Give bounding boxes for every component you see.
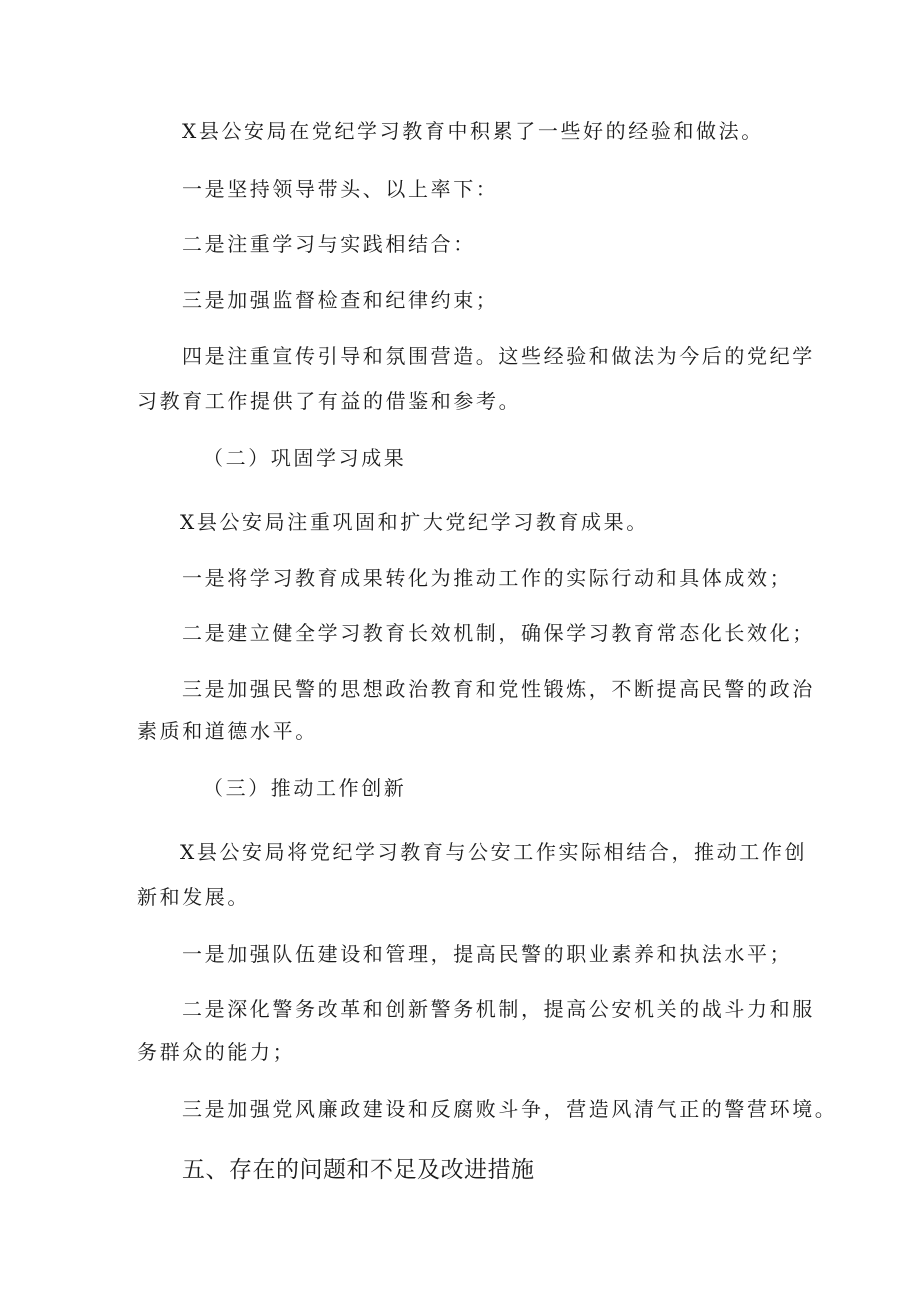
paragraph-line: 三是加强党风廉政建设和反腐败斗争，营造风清气正的警营环境。 xyxy=(182,1097,838,1121)
paragraph-line: 一是加强队伍建设和管理，提高民警的职业素养和执法水平； xyxy=(182,942,793,966)
subsection-heading: （二）巩固学习成果 xyxy=(203,446,407,470)
paragraph-line: 四是注重宣传引导和氛围营造。这些经验和做法为今后的党纪学 xyxy=(182,344,815,368)
paragraph-line: X县公安局将党纪学习教育与公安工作实际相结合，推动工作创 xyxy=(180,840,808,864)
subsection-heading: （三）推动工作创新 xyxy=(203,776,407,800)
paragraph-line: 一是坚持领导带头、以上率下： xyxy=(182,177,499,201)
paragraph-line: 新和发展。 xyxy=(137,885,250,909)
section-heading: 五、存在的问题和不足及改进措施 xyxy=(182,1157,535,1183)
paragraph-line: 二是深化警务改革和创新警务机制，提高公安机关的战斗力和服 xyxy=(182,997,815,1021)
paragraph-line: 三是加强民警的思想政治教育和党性锻炼，不断提高民警的政治 xyxy=(182,677,815,701)
paragraph-line: 务群众的能力； xyxy=(137,1040,296,1064)
paragraph-line: 三是加强监督检查和纪律约束； xyxy=(182,288,499,312)
paragraph-line: 一是将学习教育成果转化为推动工作的实际行动和具体成效； xyxy=(182,566,793,590)
paragraph-line: 习教育工作提供了有益的借鉴和参考。 xyxy=(137,389,522,413)
paragraph-line: 素质和道德水平。 xyxy=(137,719,318,743)
paragraph-line: 二是建立健全学习教育长效机制，确保学习教育常态化长效化； xyxy=(182,621,815,645)
paragraph-line: X县公安局在党纪学习教育中积累了一些好的经验和做法。 xyxy=(182,119,764,143)
paragraph-line: 二是注重学习与实践相结合： xyxy=(182,232,476,256)
paragraph-line: X县公安局注重巩固和扩大党纪学习教育成果。 xyxy=(180,510,649,534)
